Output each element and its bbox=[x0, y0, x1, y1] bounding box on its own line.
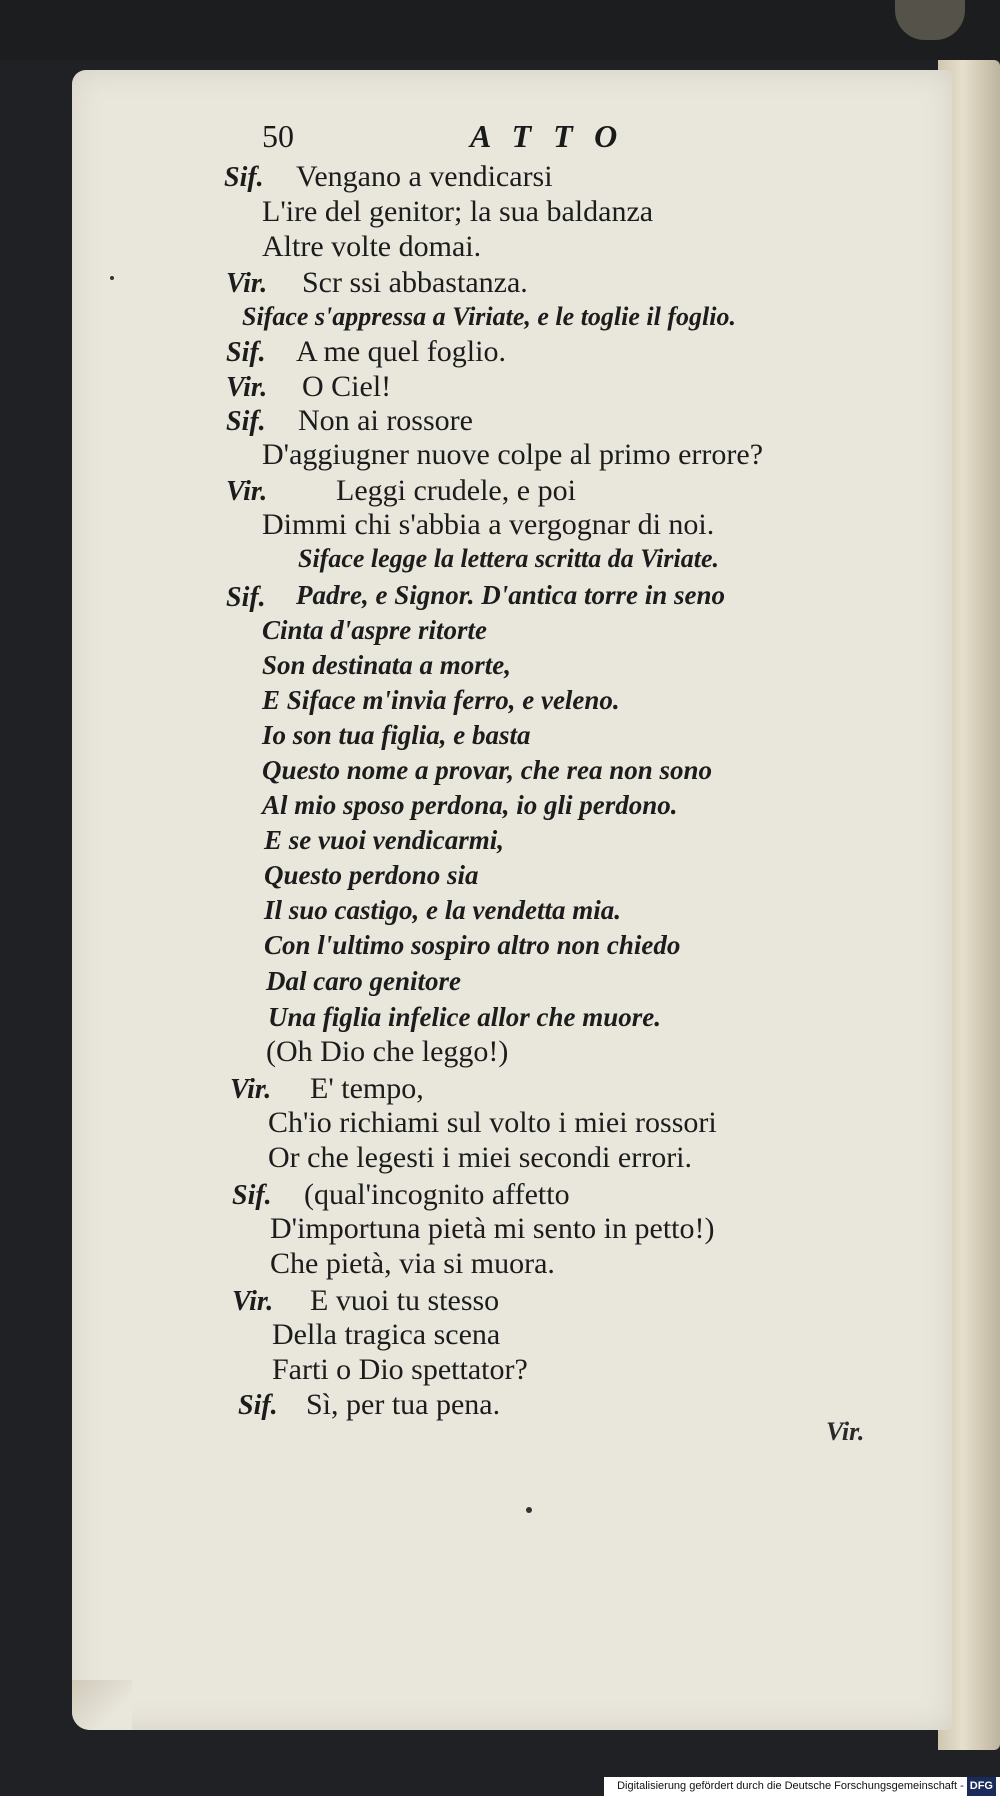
letter-line: Son destinata a morte, bbox=[262, 650, 512, 680]
letter-line: Padre, e Signor. D'antica torre in seno bbox=[296, 580, 726, 610]
stage-direction: Siface s'appressa a Viriate, e le toglie il foglio. bbox=[242, 302, 736, 331]
verse-line: E' tempo, bbox=[310, 1072, 424, 1105]
speaker-label: Sif. bbox=[226, 406, 266, 437]
speaker-label: Vir. bbox=[232, 1286, 274, 1317]
ink-speck bbox=[526, 1507, 532, 1513]
letter-line: Il suo castigo, e la vendetta mia. bbox=[264, 895, 621, 925]
page-corner-fold bbox=[72, 1680, 132, 1730]
speaker-label: Vir. bbox=[226, 476, 268, 507]
letter-line: E se vuoi vendicarmi, bbox=[264, 825, 504, 855]
verse-line: Che pietà, via si muora. bbox=[270, 1247, 555, 1280]
letter-line: Cinta d'aspre ritorte bbox=[262, 615, 488, 645]
verse-line: Or che legesti i miei secondi errori. bbox=[268, 1141, 693, 1174]
letter-line: Questo nome a provar, che rea non sono bbox=[262, 755, 713, 785]
speaker-label: Vir. bbox=[230, 1074, 272, 1105]
speaker-label: Sif. bbox=[232, 1180, 272, 1211]
speaker-label: Vir. bbox=[226, 372, 268, 403]
speaker-label: Sif. bbox=[226, 337, 266, 368]
running-head: ATTO bbox=[470, 118, 640, 154]
scan-top-edge bbox=[0, 0, 1000, 60]
verse-line: Sì, per tua pena. bbox=[306, 1388, 501, 1421]
digitization-footer bbox=[604, 1777, 1000, 1796]
verse-line: L'ire del genitor; la sua baldanza bbox=[262, 195, 654, 228]
letter-line: Questo perdono sia bbox=[264, 860, 479, 890]
letter-line: Io son tua figlia, e basta bbox=[262, 720, 531, 750]
dfg-logo: DFG bbox=[967, 1777, 996, 1796]
footer-text: Digitalisierung gefördert durch die Deutsche Forschungsgemeinschaft - bbox=[617, 1780, 964, 1792]
verse-line: D'importuna pietà mi sento in petto!) bbox=[270, 1212, 715, 1245]
speaker-label: Sif. bbox=[224, 162, 264, 193]
letter-line: Con l'ultimo sospiro altro non chiedo bbox=[264, 930, 681, 960]
stage-direction: Siface legge la lettera scritta da Viriate. bbox=[298, 544, 720, 573]
verse-line: (qual'incognito affetto bbox=[304, 1178, 570, 1211]
verse-line: Non ai rossore bbox=[298, 404, 473, 437]
verse-line: Ch'io richiami sul volto i miei rossori bbox=[268, 1106, 717, 1139]
letter-line: Una figlia infelice allor che muore. bbox=[268, 1002, 661, 1032]
verse-line: (Oh Dio che leggo!) bbox=[266, 1035, 509, 1068]
verse-line: Dimmi chi s'abbia a vergognar di noi. bbox=[262, 508, 715, 541]
letter-line: E Siface m'invia ferro, e veleno. bbox=[262, 685, 620, 715]
verse-line: Leggi crudele, e poi bbox=[336, 474, 576, 507]
verse-line: A me quel foglio. bbox=[296, 335, 506, 368]
verse-line: Della tragica scena bbox=[272, 1318, 501, 1351]
speaker-label: Sif. bbox=[226, 582, 266, 613]
letter-line: Dal caro genitore bbox=[266, 966, 461, 996]
verse-line: D'aggiugner nuove colpe al primo errore? bbox=[262, 438, 764, 471]
speaker-label: Vir. bbox=[226, 268, 268, 299]
catchword: Vir. bbox=[826, 1417, 865, 1446]
verse-line: E vuoi tu stesso bbox=[310, 1284, 500, 1317]
verse-line: Farti o Dio spettator? bbox=[272, 1353, 528, 1386]
ink-speck bbox=[110, 276, 114, 280]
verse-line: O Ciel! bbox=[302, 370, 392, 403]
speaker-label: Sif. bbox=[238, 1390, 278, 1421]
verse-line: Altre volte domai. bbox=[262, 230, 482, 263]
page-header bbox=[262, 118, 682, 162]
verse-line: Scr ssi abbastanza. bbox=[302, 266, 528, 299]
verse-line: Vengano a vendicarsi bbox=[296, 160, 553, 193]
letter-line: Al mio sposo perdona, io gli perdono. bbox=[262, 790, 678, 820]
page-number: 50 bbox=[262, 118, 294, 154]
